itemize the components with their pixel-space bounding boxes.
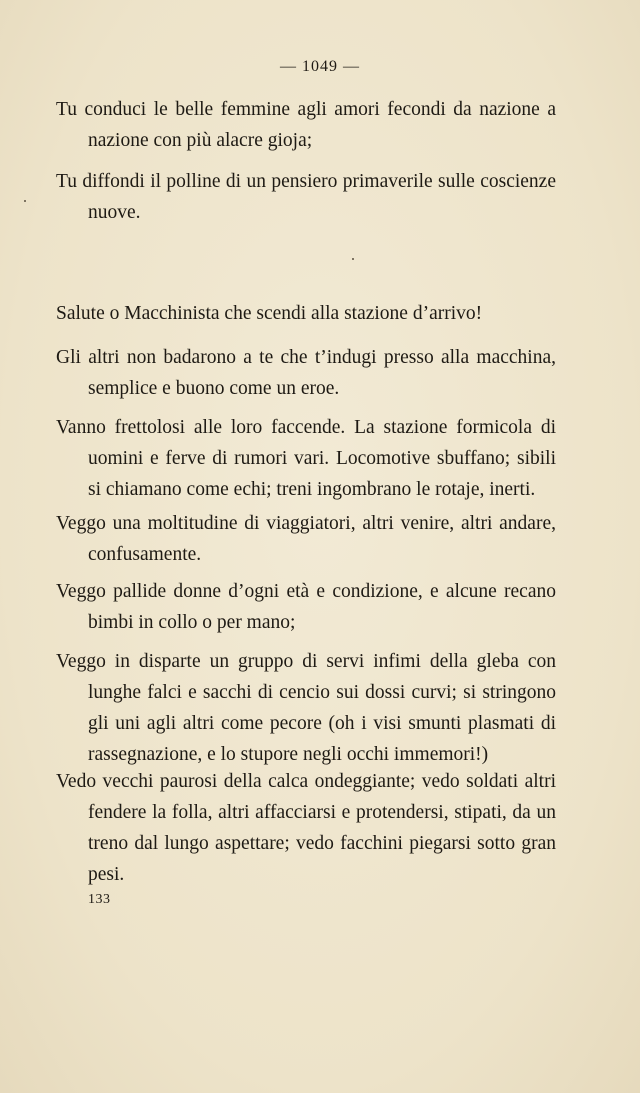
paragraph-2: Tu diffondi il polline di un pensiero primaverile sulle coscienze nuove. — [56, 171, 556, 223]
ink-speck — [352, 258, 354, 260]
paragraph-6: Veggo una moltitudine di viaggiatori, altri venire, altri andare, confusamente. — [56, 513, 556, 565]
paragraph-8: Veggo in disparte un gruppo di servi infimi della gleba con lunghe falci e sacchi di cencio sui dossi curvi; si stringono gli uni agli altri come pecore (oh i visi smunti plasmati di rassegnazione, e lo stupore negli occhi immemori!) — [56, 651, 556, 765]
paragraph-7: Veggo pallide donne d’ogni età e condizione, e alcune recano bimbi in collo o per mano; — [56, 581, 556, 633]
printer-signature: 133 — [88, 892, 111, 907]
paragraph-1: Tu conduci le belle femmine agli amori fecondi da nazione a nazione con più alacre gioja; — [56, 99, 556, 151]
page-number: — 1049 — — [280, 58, 360, 75]
paragraph-9: Vedo vecchi paurosi della calca ondeggiante; vedo soldati altri fendere la folla, altri affacciarsi e protendersi, stipati, da un treno dal lungo aspettare; vedo facchini piegarsi sotto gran pesi. — [56, 771, 556, 885]
paragraph-3: Salute o Macchinista che scendi alla stazione d’arrivo! — [56, 303, 483, 324]
paragraph-4: Gli altri non badarono a te che t’indugi presso alla macchina, semplice e buono come un eroe. — [56, 347, 556, 399]
ink-speck-margin — [24, 200, 26, 202]
paragraph-5: Vanno frettolosi alle loro faccende. La stazione formicola di uomini e ferve di rumori vari. Locomotive sbuffano; sibili si chiamano come echi; treni ingombrano le rotaje, inerti. — [56, 417, 556, 500]
